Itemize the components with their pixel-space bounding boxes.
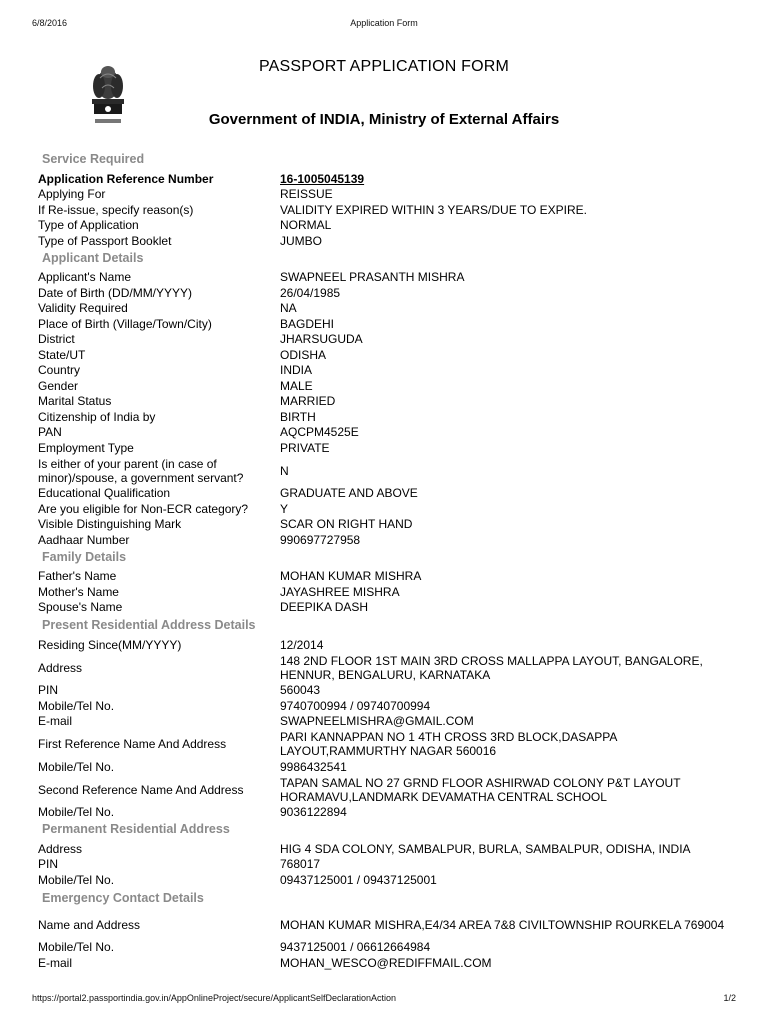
field-label: Visible Distinguishing Mark (38, 517, 182, 532)
form-row (38, 600, 738, 616)
form-row (38, 486, 738, 502)
print-page-title: Application Form (350, 18, 418, 28)
form-row (38, 363, 738, 379)
form-row (38, 872, 738, 888)
field-label: Citizenship of India by (38, 409, 156, 424)
form-row (38, 378, 738, 394)
form-row (38, 409, 738, 425)
form-row (38, 316, 738, 332)
form-row (38, 440, 738, 456)
form-title: PASSPORT APPLICATION FORM (258, 58, 510, 75)
field-value: VALIDITY EXPIRED WITHIN 3 YEARS/DUE TO EXPIRE. (280, 202, 587, 217)
field-label: District (38, 332, 75, 347)
field-label: Spouse's Name (38, 600, 123, 615)
form-row (38, 202, 738, 218)
field-label: Employment Type (38, 440, 134, 455)
field-label: E-mail (38, 714, 73, 729)
field-value: MARRIED (280, 394, 336, 409)
field-label: Mobile/Tel No. (38, 759, 115, 774)
form-row (38, 532, 738, 548)
field-value: 12/2014 (280, 637, 324, 652)
field-label: Validity Required (38, 301, 128, 316)
form-row (38, 653, 738, 683)
field-label: PIN (38, 857, 59, 872)
field-value: MALE (280, 378, 313, 393)
form-row (38, 285, 738, 301)
field-value: MOHAN KUMAR MISHRA,E4/34 AREA 7&8 CIVILTOWNSHIP ROURKELA 769004 (280, 917, 725, 932)
section-heading-service-required: Service Required (42, 152, 145, 166)
field-value: SWAPNEEL PRASANTH MISHRA (280, 270, 465, 285)
field-value: N (280, 463, 289, 478)
field-label: Residing Since(MM/YYYY) (38, 637, 182, 652)
form-row (38, 910, 738, 940)
field-value: DEEPIKA DASH (280, 600, 369, 615)
field-label: Marital Status (38, 394, 112, 409)
form-row (38, 171, 738, 187)
field-label: Applicant's Name (38, 270, 131, 285)
field-value: AQCPM4525E (280, 425, 359, 440)
field-value: TAPAN SAMAL NO 27 GRND FLOOR ASHIRWAD COLONY P&T LAYOUT HORAMAVU,LANDMARK DEVAMATHA CENTRAL SCHOOL (280, 775, 681, 804)
field-label: Address (38, 660, 83, 675)
field-value: 560043 (280, 683, 321, 698)
form-row (38, 775, 738, 805)
form-row (38, 714, 738, 730)
field-value: 9986432541 (280, 759, 347, 774)
field-value: HIG 4 SDA COLONY, SAMBALPUR, BURLA, SAMBALPUR, ODISHA, INDIA (280, 841, 691, 856)
field-label: State/UT (38, 347, 86, 362)
form-subtitle: Government of INDIA, Ministry of External Affairs (208, 111, 560, 128)
field-value: JHARSUGUDA (280, 332, 363, 347)
field-label: Mobile/Tel No. (38, 872, 115, 887)
field-label: Type of Passport Booklet (38, 233, 172, 248)
field-label: PAN (38, 425, 62, 440)
field-value: INDIA (280, 363, 313, 378)
field-label: Type of Application (38, 218, 139, 233)
field-value: 26/04/1985 (280, 285, 341, 300)
section-heading-permanent-address: Permanent Residential Address (42, 822, 230, 836)
field-value: NORMAL (280, 218, 332, 233)
field-label: Gender (38, 378, 79, 393)
form-row (38, 456, 738, 486)
form-row (38, 569, 738, 585)
form-row (38, 759, 738, 775)
form-row (38, 270, 738, 286)
form-row (38, 347, 738, 363)
form-row (38, 501, 738, 517)
form-row (38, 233, 738, 249)
field-value: Y (280, 501, 289, 516)
section-heading-present-address: Present Residential Address Details (42, 618, 256, 632)
form-row (38, 584, 738, 600)
section-heading-applicant-details: Applicant Details (42, 250, 144, 265)
field-value: GRADUATE AND ABOVE (280, 486, 418, 501)
form-row (38, 805, 738, 821)
field-label: Mobile/Tel No. (38, 940, 115, 955)
field-label: Mother's Name (38, 584, 119, 599)
form-row (38, 955, 738, 971)
field-label: Are you eligible for Non-ECR category? (38, 501, 249, 516)
application-details (38, 150, 738, 971)
field-value: 9740700994 / 09740700994 (280, 698, 431, 713)
form-row (38, 301, 738, 317)
page-url: https://portal2.passportindia.gov.in/AppOnlineProject/secure/ApplicantSelfDeclarationAction (32, 993, 397, 1003)
field-value: BAGDEHI (280, 316, 335, 331)
form-row (38, 637, 738, 653)
field-label: Applying For (38, 187, 106, 202)
field-value: 9437125001 / 06612664984 (280, 940, 431, 955)
form-row (38, 394, 738, 410)
field-value: REISSUE (280, 187, 333, 202)
form-row (38, 841, 738, 857)
field-label: Is either of your parent (in case of minor)/spouse, a government servant? (38, 456, 244, 485)
field-value: PRIVATE (280, 440, 330, 455)
field-value: PARI KANNAPPAN NO 1 4TH CROSS 3RD BLOCK,DASAPPA LAYOUT,RAMMURTHY NAGAR 560016 (280, 730, 617, 758)
field-label: Educational Qualification (38, 486, 171, 501)
section-heading-emergency-contact: Emergency Contact Details (42, 890, 204, 905)
field-label: Country (38, 363, 81, 378)
field-label: E-mail (38, 955, 73, 970)
field-value: MOHAN KUMAR MISHRA (280, 569, 422, 584)
field-value: JUMBO (280, 233, 322, 248)
form-row (38, 332, 738, 348)
field-label: Mobile/Tel No. (38, 698, 115, 713)
field-value: ODISHA (280, 347, 327, 362)
form-row (38, 218, 738, 234)
field-value: 148 2ND FLOOR 1ST MAIN 3RD CROSS MALLAPPA LAYOUT, BANGALORE, HENNUR, BENGALURU, KARNATAKA (280, 653, 703, 682)
form-row (38, 698, 738, 714)
field-label: Name and Address (38, 917, 141, 932)
field-label: Second Reference Name And Address (38, 782, 244, 797)
field-label: Address (38, 841, 83, 856)
field-label: Place of Birth (Village/Town/City) (38, 316, 212, 331)
field-value: JAYASHREE MISHRA (280, 584, 400, 599)
form-row (38, 425, 738, 441)
form-row (38, 940, 738, 956)
application-reference-number: 16-1005045139 (280, 171, 365, 186)
page-number: 1/2 (723, 993, 736, 1003)
section-heading-family-details: Family Details (42, 549, 127, 564)
field-label: PIN (38, 683, 59, 698)
field-value: 768017 (280, 857, 321, 872)
field-value: SWAPNEELMISHRA@GMAIL.COM (280, 714, 474, 729)
field-label: Date of Birth (DD/MM/YYYY) (38, 285, 193, 300)
field-value: NA (280, 301, 297, 316)
field-value: 9036122894 (280, 805, 347, 820)
form-row (38, 729, 738, 759)
field-value: SCAR ON RIGHT HAND (280, 517, 413, 532)
field-label: Aadhaar Number (38, 532, 130, 547)
field-label: Father's Name (38, 569, 117, 584)
form-row (38, 517, 738, 533)
field-label: Application Reference Number (38, 171, 214, 186)
field-value: BIRTH (280, 409, 316, 424)
field-value: 09437125001 / 09437125001 (280, 872, 437, 887)
field-label: First Reference Name And Address (38, 737, 227, 751)
form-row (38, 187, 738, 203)
form-row (38, 683, 738, 699)
field-label: Mobile/Tel No. (38, 805, 115, 820)
field-label: If Re-issue, specify reason(s) (38, 202, 194, 217)
form-row (38, 857, 738, 873)
field-value: MOHAN_WESCO@REDIFFMAIL.COM (280, 955, 492, 970)
print-date: 6/8/2016 (32, 18, 68, 28)
field-value: 990697727958 (280, 532, 361, 547)
